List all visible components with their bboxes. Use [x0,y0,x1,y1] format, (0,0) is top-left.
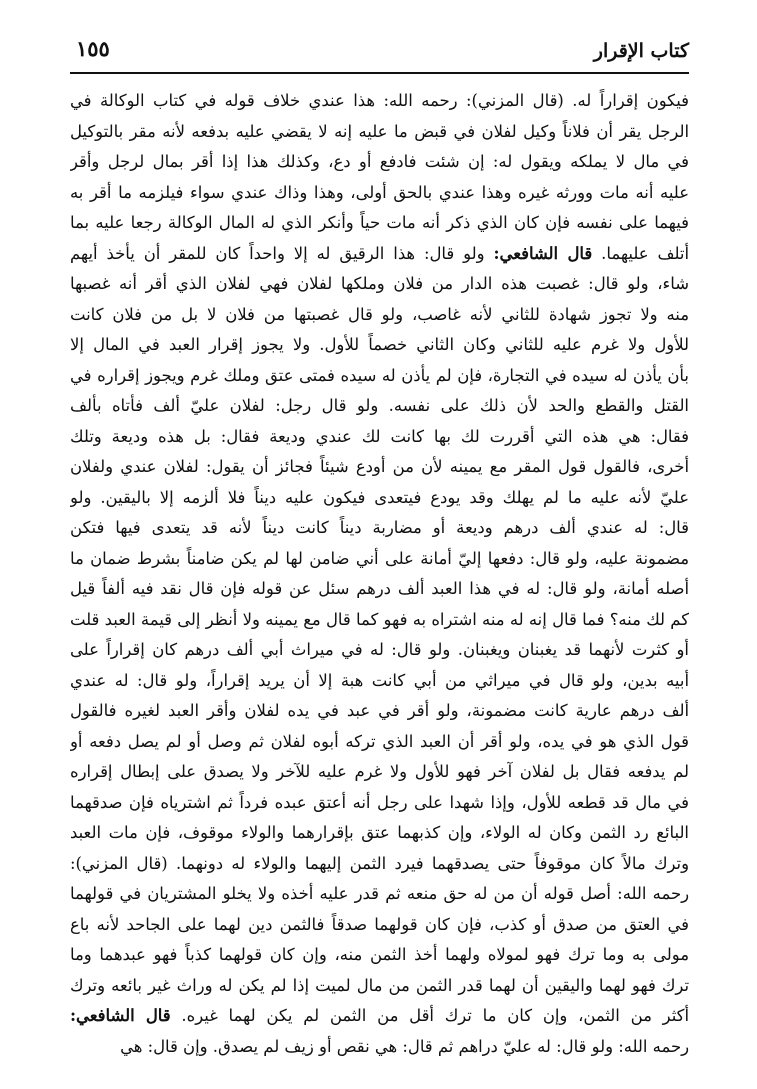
text-segment: في العتق من صدق أو كذب، فإن كان قولهما صدقاً فالثمن دين لهما على الجاحد لأنه باع [70,914,689,934]
text-segment: أو كثرت لأنهما قد يغبنان ويغبنان. ولو قال: له في ميراث أبي ألف درهم كان إقراراً على [70,640,689,659]
text-line [70,727,689,758]
text-segment: الرجل يقر أن فلاناً وكيل لفلان في قبض ما عليه إنه لا يقضي عليه بدفعه لأنه مقر بالتوكيل [70,121,689,141]
text-line [70,1001,689,1032]
page-number: ١٥٥ [76,36,110,61]
speaker-label: قال الشافعي: [493,243,593,263]
text-segment: أصله أمانة، ولو قال: له في هذا العبد ألف درهم سئل عن قوله فإن قال نقد فيه ألفاً قيل [70,579,689,598]
text-segment: مضمونة عليه، ولو قال: دفعها إليّ أمانة على أني ضامن لها لم يكن ضامناً بشرط ضمان ما [70,548,689,568]
text-segment: منه ولا تجوز شهادة للثاني لأنه غاصب، ولو قال غصبتها من فلان لا بل من فلان كانت [70,304,689,324]
text-segment: قال: له عندي ألف درهم وديعة أو مضاربة ديناً كانت ديناً لأنه قد يتعدى فيها فتكن [70,518,689,537]
text-line [70,971,689,1002]
text-line [70,452,689,483]
text-line [70,239,689,270]
text-segment: أتلف عليهما. [592,243,689,263]
text-segment: كم لك منه؟ فما قال إنه له منه اشتراه به فهو كما قال مع يمينه ولا أنظر إلى قيمة العبد قلت [70,609,689,629]
text-line [70,818,689,849]
text-line [70,86,689,117]
text-line [70,483,689,514]
text-segment: فيكون إقراراً له. (قال المزني): رحمه الله: هذا عندي خلاف قوله في كتاب الوكالة في [70,91,689,110]
text-line [70,300,689,331]
header-rule [70,72,689,74]
text-segment: قول الذي هو في يده، ولو أقر أن العبد الذي تركه أبوه لفلان ثم وصل أو لم يصل دفعه أو [70,731,689,751]
text-line [70,391,689,422]
text-line [70,788,689,819]
text-line [70,422,689,453]
text-segment: فيهما على نفسه فإن كان الذي ذكر أنه مات حياً وأنكر الذي له المال الوكالة رجعا عليه بما [70,213,689,232]
text-segment: رحمه الله: ولو قال: له عليّ دراهم ثم قال: هي نقص أو زيف لم يصدق. وإن قال: هي [120,1036,689,1056]
text-line [70,117,689,148]
text-segment: ترك فهو لهما واليقين أن لهما قدر الثمن من مال لميت إذا لم يكن له وراث غير بائعه وترك [70,975,689,995]
text-segment: ولو قال: هذا الرقيق له إلا واحداً كان للمقر أن يأخذ أيهم [70,243,494,263]
running-title: كتاب الإقرار [593,40,689,62]
text-line [70,940,689,971]
speaker-label: قال الشافعي: [70,1006,171,1025]
text-segment: رحمه الله: أصل قوله أن من له حق منعه ثم قدر عليه أخذه ولا يخلو المشتريان في قولهما [70,884,689,903]
text-line [70,513,689,544]
text-segment: وترك مالاً كان موقوفاً حتى يصدقهما فيرد الثمن إليهما والولاء له دونهما. (قال المزني): [70,853,689,873]
text-line [70,208,689,239]
text-segment: البائع رد الثمن وكان له الولاء، وإن كذبهما عتق بإقرارهما والولاء موقوف، فإن مات العبد [70,823,689,842]
text-line [70,330,689,361]
text-line [70,1032,689,1063]
text-line [70,879,689,910]
text-line [70,757,689,788]
text-segment: لم يدفعه فقال بل لفلان آخر فهو للأول ولا غرم عليه للآخر ولا يصدق على إبطال إقراره [70,762,689,781]
text-line [70,574,689,605]
text-segment: القتل والقطع والحد لأن ذلك على نفسه. ولو قال رجل: لفلان عليّ ألف فأتاه بألف [70,396,689,415]
text-segment: مولى به وما ترك فهو لمولاه ولهما أخذ الثمن منه، وإن كان قولهما كذباً فهو عبدهما وما [70,945,689,964]
text-segment: أخرى، فالقول قول المقر مع يمينه لأن من أودع شيئاً فجائز أن يقول: لفلان عندي ولفلان [70,457,689,476]
text-segment: عليّ لأنه عليه ما لم يهلك وقد يودع فيتعدى فيكون عليه ديناً فلا ألزمه إلا باليقين. ولو [70,487,689,507]
text-line [70,269,689,300]
text-line [70,666,689,697]
text-line [70,910,689,941]
text-segment: بأن يأذن له سيده في التجارة، فإن لم يأذن له سيده فمتى عتق وملك غرم ويجوز إقراره في [70,365,689,385]
text-line [70,635,689,666]
text-segment: شاء، ولو قال: غصبت هذه الدار من فلان وملكها لفلان فهي لفلان الذي أقر أنه غصبها [70,274,689,293]
page-header [70,22,689,72]
text-segment: عليه أنه مات وورثه غيره وهذا عندي بالحق أولى، وهذا وذاك عندي سواء فيلزمه ما أقر به [70,182,689,202]
text-line [70,696,689,727]
text-line [70,178,689,209]
text-segment: في مال لا يملكه ويقول له: إن شئت فادفع أو دع، وكذلك هذا إذا أقر بمال لرجل وأقر [70,152,689,171]
text-line [70,361,689,392]
text-segment: في مال قد قطعه للأول، وإذا شهدا على رجل أنه أعتق عبده فرداً ثم اشترياه فإن صدقهما [70,792,689,812]
text-segment: فقال: هي هذه التي أقررت لك بها كانت لك عندي وديعة فقال: بل هذه وديعة وتلك [70,426,689,446]
text-segment: أبيه بدين، ولو قال في ميراثي من أبي كانت هبة إلا أن يريد إقراراً، ولو قال: له عندي [70,670,689,690]
text-line [70,147,689,178]
text-segment: للأول ولا غرم عليه للثاني وكان الثاني خصماً للأول. ولا يجوز إقرار العبد في المال إلا [70,335,689,354]
text-segment: أكثر من الثمن، وإن كان ما ترك أقل من الثمن لم يكن لهما غيره. [170,1006,689,1025]
text-segment: ألف درهم عارية كانت مضمونة، ولو أقر في عبد في يده لفلان وأقر العبد لغيره فالقول [70,701,689,720]
text-line [70,544,689,575]
text-line [70,849,689,880]
text-line [70,605,689,636]
body-text [70,86,689,1076]
